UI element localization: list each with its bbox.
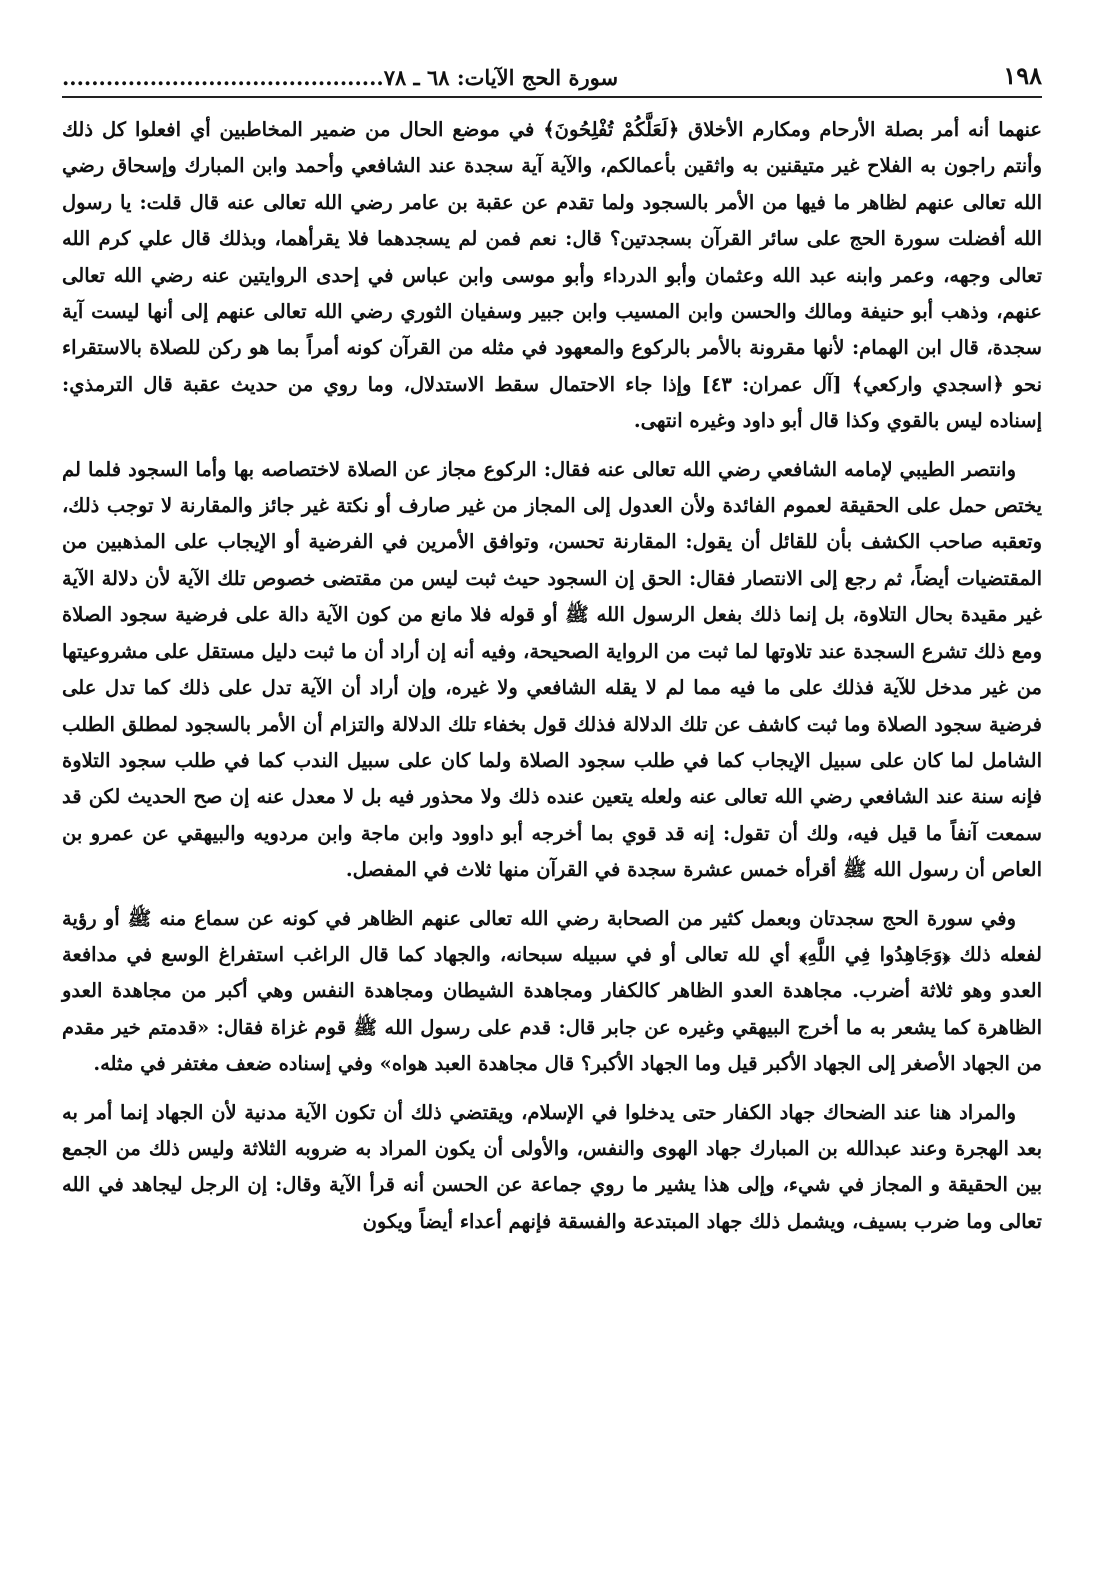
paragraph-2: وانتصر الطيبي لإمامه الشافعي رضي الله تعالى عنه فقال: الركوع مجاز عن الصلاة لاختصاصه بها وأما السجود فلما لم يختص حمل على الحقيقة لعموم الفائدة ولأن العدول إلى المجاز من غير صارف أو نكتة غير جائز والمقارنة لا توجب ذلك، وتعقبه صاحب الكشف بأن للقائل أن يقول: المقارنة تحسن، وتوافق الأمرين في الفرضية أو الإيجاب على المذهبين من المقتضيات أيضاً، ثم رجع إلى الانتصار فقال: الحق إن السجود حيث ثبت ليس من مقتضى خصوص تلك الآية لأن دلالة الآية غير مقيدة بحال التلاوة، بل إنما ذلك بفعل الرسول الله ﷺ أو قوله فلا مانع من كون الآية دالة على فرضية سجود الصلاة ومع ذلك تشرع السجدة عند تلاوتها لما ثبت من الرواية الصحيحة، وفيه أنه إن أراد أن ما ثبت دليل مستقل على مشروعيتها من غير مدخل للآية فذلك على ما فيه مما لم لا يقله الشافعي ولا غيره، وإن أراد أن الآية تدل على ذلك كما تدل على فرضية سجود الصلاة وما ثبت كاشف عن تلك الدلالة فذلك قول بخفاء تلك الدلالة والتزام أن الأمر بالسجود لمطلق الطلب الشامل لما كان على سبيل الإيجاب كما في طلب سجود الصلاة ولما كان على سبيل الندب كما في طلب سجود التلاوة فإنه سنة عند الشافعي رضي الله تعالى عنه ولعله يتعين عنده ذلك ولا محذور فيه بل لا معدل عنه إن صح الحديث لكن قد سمعت آنفاً ما قيل فيه، ولك أن تقول: إنه قد قوي بما أخرجه أبو داوود وابن ماجة وابن مردويه والبيهقي عن عمرو بن العاص أن رسول الله ﷺ أقرأه خمس عشرة سجدة في القرآن منها ثلاث في المفصل. xyxy=(62,457,1042,882)
paragraph-3: وفي سورة الحج سجدتان وبعمل كثير من الصحابة رضي الله تعالى عنهم الظاهر في كونه عن سماع منه ﷺ أو رؤية لفعله ذلك ﴿وَجَاهِدُوا فِي اللَّهِ﴾ أي لله تعالى أو في سبيله سبحانه، والجهاد كما قال الراغب استفراغ الوسع في مدافعة العدو وهو ثلاثة أضرب. مجاهدة العدو الظاهر كالكفار ومجاهدة الشيطان ومجاهدة النفس وهي أكبر من مجاهدة العدو الظاهرة كما يشعر به ما أخرج البيهقي وغيره عن جابر قال: قدم على رسول الله ﷺ قوم غزاة فقال: «قدمتم خير مقدم من الجهاد الأصغر إلى الجهاد الأكبر قيل وما الجهاد الأكبر؟ قال مجاهدة العبد هواه» وفي إسناده ضعف مغتفر في مثله. xyxy=(62,906,1042,1076)
paragraph-4: والمراد هنا عند الضحاك جهاد الكفار حتى يدخلوا في الإسلام، ويقتضي ذلك أن تكون الآية مدنية لأن الجهاد إنما أمر به بعد الهجرة وعند عبدالله بن المبارك جهاد الهوى والنفس، والأولى أن يكون المراد به ضروبه الثلاثة وليس ذلك من الجمع بين الحقيقة و المجاز في شيء، وإلى هذا يشير ما روي جماعة عن الحسن أنه قرأ الآية وقال: إن الرجل ليجاهد في الله تعالى وما ضرب بسيف، ويشمل ذلك جهاد المبتدعة والفسقة فإنهم أعداء أيضاً ويكون xyxy=(62,1100,1042,1233)
paragraph-1: عنهما أنه أمر بصلة الأرحام ومكارم الأخلاق ﴿لَعَلَّكُمْ تُفْلِحُونَ﴾ في موضع الحال من ضمير المخاطبين أي افعلوا كل ذلك وأنتم راجون به الفلاح غير متيقنين به واثقين بأعمالكم، والآية آية سجدة عند الشافعي وأحمد وابن المبارك وإسحاق رضي الله تعالى عنهم لظاهر ما فيها من الأمر بالسجود ولما تقدم عن عقبة بن عامر رضي الله تعالى عنه قال قلت: يا رسول الله أفضلت سورة الحج على سائر القرآن بسجدتين؟ قال: نعم فمن لم يسجدهما فلا يقرأهما، وبذلك قال علي كرم الله تعالى وجهه، وعمر وابنه عبد الله وعثمان وأبو الدرداء وأبو موسى وابن عباس في إحدى الروايتين عنه رضي الله تعالى عنهم، وذهب أبو حنيفة ومالك والحسن وابن المسيب وابن جبير وسفيان الثوري رضي الله تعالى عنهم إلى أنها ليست آية سجدة، قال ابن الهمام: لأنها مقرونة بالأمر بالركوع والمعهود في مثله من القرآن كونه أمراً بما هو ركن للصلاة بالاستقراء نحو ﴿اسجدي واركعي﴾ [آل عمران: ٤٣] وإذا جاء الاحتمال سقط الاستدلال، وما روي من حديث عقبة قال الترمذي: إسناده ليس بالقوي وكذا قال أبو داود وغيره انتهى. xyxy=(62,118,1042,433)
running-title: سورة الحج الآيات: ٦٨ ـ ٧٨ xyxy=(383,65,619,90)
body-text xyxy=(62,112,1042,1240)
running-title-group xyxy=(62,65,618,90)
document-page xyxy=(62,54,1042,1554)
leader-dots: ............................................ xyxy=(62,65,384,90)
page-header xyxy=(62,54,1042,98)
page-number: ١٩٨ xyxy=(1003,61,1042,90)
